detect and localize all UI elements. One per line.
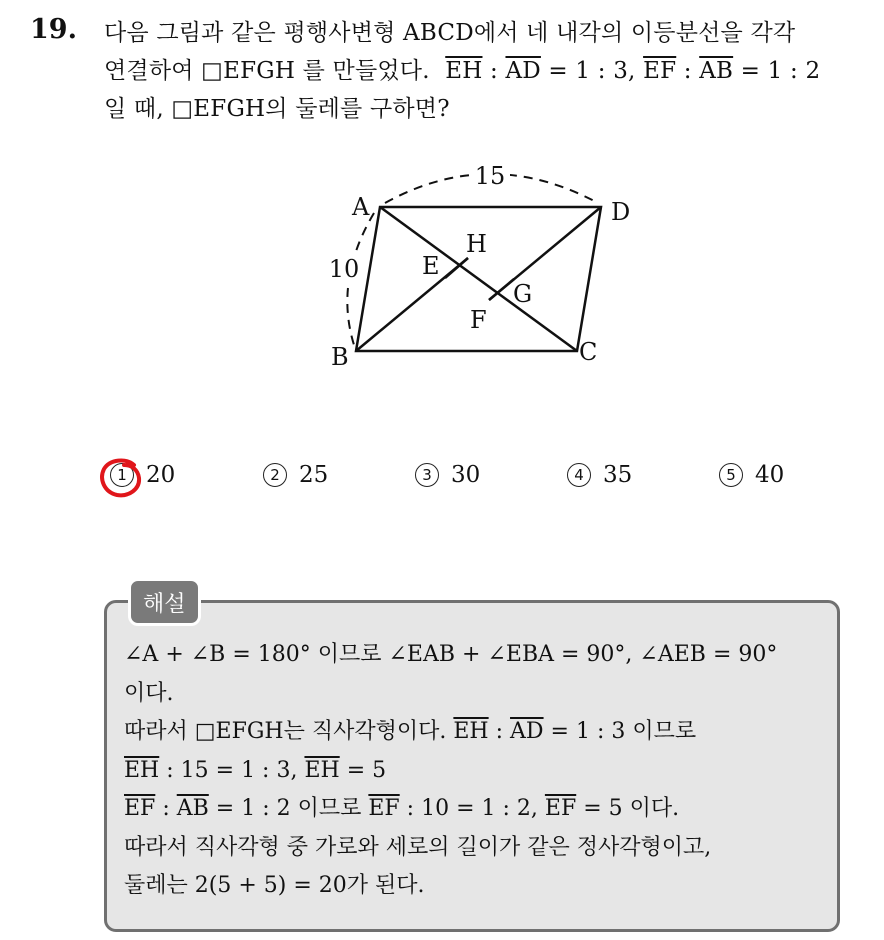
colon: : xyxy=(482,58,506,84)
exp-text-run: = 5 xyxy=(339,757,387,783)
exp-text-run: 따라서 □EFGH는 직사각형이다. xyxy=(124,719,454,744)
ratio-eq-1: = 1 : 3, xyxy=(540,58,644,84)
question-line-1: 다음 그림과 같은 평행사변형 ABCD에서 네 내각의 이등분선을 각각 xyxy=(104,20,796,46)
choice-value-2: 25 xyxy=(299,462,329,488)
choice-number-2: 2 xyxy=(263,463,287,487)
choice-5[interactable] xyxy=(719,462,784,488)
vertex-b-label: B xyxy=(331,343,349,371)
segment-eh: $\overline{EH}$ xyxy=(124,757,160,783)
exp-text-run: = 1 : 2 이므로 xyxy=(208,796,369,821)
choice-value-3: 30 xyxy=(451,462,481,488)
exp-text-run: = 5 이다. xyxy=(576,796,680,821)
vertex-a-label: A xyxy=(352,193,370,221)
segment-eh: $\overline{EH}$ xyxy=(304,757,340,783)
point-f-label: F xyxy=(470,306,487,334)
ratio-expression xyxy=(445,58,820,84)
explanation-line-4 xyxy=(124,752,824,791)
selected-answer-circle-mark xyxy=(98,456,148,500)
top-length-label: 15 xyxy=(474,162,506,190)
segment-ef: $\overline{EF}$ xyxy=(368,796,400,821)
explanation-line-3 xyxy=(124,713,824,752)
explanation-text xyxy=(124,636,824,906)
choice-number-5: 5 xyxy=(719,463,743,487)
exp-text-run: : 15 = 1 : 3, xyxy=(159,757,305,783)
explanation-line-1: ∠A + ∠B = 180° 이므로 ∠EAB + ∠EBA = 90°, ∠AEB = 90° xyxy=(124,642,778,667)
choice-2[interactable] xyxy=(263,462,328,488)
colon: : xyxy=(155,796,177,821)
colon: : xyxy=(676,58,700,84)
segment-ad: $\overline{AD}$ xyxy=(505,58,541,84)
segment-ef: $\overline{EF}$ xyxy=(643,58,677,84)
explanation-label: 해설 xyxy=(128,578,201,626)
explanation-line-5 xyxy=(124,790,824,829)
segment-ef: $\overline{EF}$ xyxy=(544,796,577,821)
question-line-3: 일 때, □EFGH의 둘레를 구하면? xyxy=(104,96,450,122)
ratio-eq-2: = 1 : 2 xyxy=(733,58,821,84)
choice-number-1: 1 xyxy=(110,463,134,487)
colon: : xyxy=(488,719,511,744)
side-length-label: 10 xyxy=(328,255,360,283)
explanation-line-2: 이다. xyxy=(124,680,174,706)
segment-ab: $\overline{AB}$ xyxy=(699,58,734,84)
point-e-label: E xyxy=(422,252,440,280)
question-number: 19. xyxy=(30,14,77,45)
exp-text-run: = 1 : 3 이므로 xyxy=(543,719,697,744)
choice-number-4: 4 xyxy=(567,463,591,487)
vertex-d-label: D xyxy=(611,198,631,226)
choice-value-4: 35 xyxy=(603,462,633,488)
question-line-2-text: 연결하여 □EFGH 를 만들었다. xyxy=(104,58,430,84)
parallelogram-figure xyxy=(300,160,640,380)
question-text xyxy=(104,14,864,128)
question-line-2 xyxy=(104,52,864,90)
explanation-line-7: 둘레는 2(5 + 5) = 20가 된다. xyxy=(124,873,425,898)
segment-eh: $\overline{EH}$ xyxy=(445,58,483,84)
exp-text-run: : 10 = 1 : 2, xyxy=(399,796,545,821)
point-g-label: G xyxy=(513,280,533,308)
choice-value-1: 20 xyxy=(146,462,176,488)
choice-3[interactable] xyxy=(415,462,480,488)
point-h-label: H xyxy=(466,230,487,258)
choice-value-5: 40 xyxy=(755,462,785,488)
explanation-line-6: 따라서 직사각형 중 가로와 세로의 길이가 같은 정사각형이고, xyxy=(124,834,712,860)
segment-ab: $\overline{AB}$ xyxy=(176,796,209,821)
segment-ad: $\overline{AD}$ xyxy=(510,719,544,744)
vertex-c-label: C xyxy=(579,338,598,366)
segment-ef: $\overline{EF}$ xyxy=(124,796,156,821)
segment-eh: $\overline{EH}$ xyxy=(453,719,489,744)
choice-number-3: 3 xyxy=(415,463,439,487)
choice-4[interactable] xyxy=(567,462,632,488)
